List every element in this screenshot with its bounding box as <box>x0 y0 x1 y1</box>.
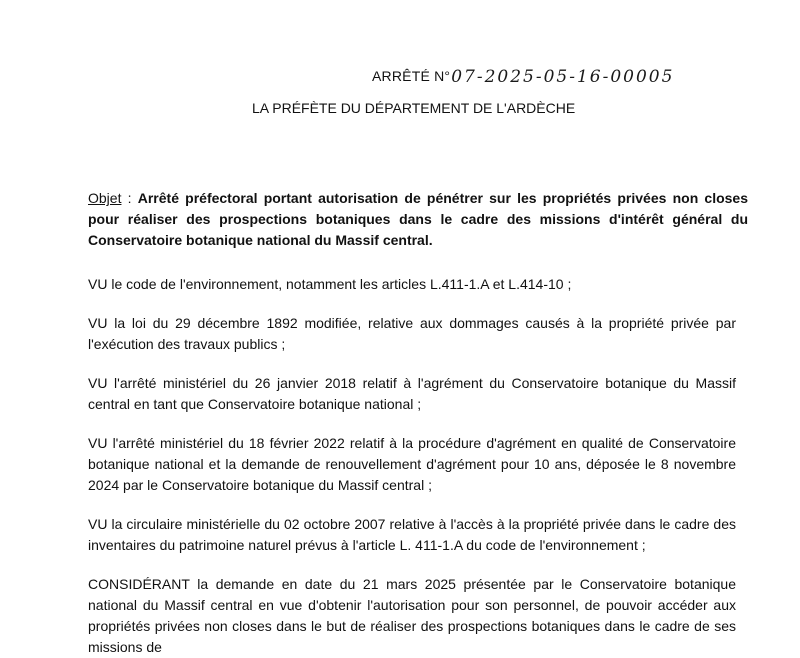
arrete-number <box>372 66 674 86</box>
objet-block <box>88 188 748 251</box>
objet-separator: : <box>121 190 138 206</box>
considerations <box>88 274 736 658</box>
paragraph-vu-arrete-2018: VU l'arrêté ministériel du 26 janvier 2018 relatif à l'agrément du Conservatoire botanique du Massif central en tant que Conservatoire botanique national ; <box>88 375 736 412</box>
objet-text: Arrêté préfectoral portant autorisation de pénétrer sur les propriétés privées non closes pour réaliser des prospections botaniques dans le cadre des missions d'intérêt général du Conservatoire botanique national du Massif central. <box>88 190 749 248</box>
prefect-title: LA PRÉFÈTE DU DÉPARTEMENT DE L'ARDÈCHE <box>252 100 576 116</box>
arrete-prefix: ARRÊTÉ N° <box>372 68 451 84</box>
paragraph-vu-loi-1892: VU la loi du 29 décembre 1892 modifiée, relative aux dommages causés à la propriété privée par l'exécution des travaux publics ; <box>88 315 736 352</box>
paragraph-vu-circulaire-2007: VU la circulaire ministérielle du 02 octobre 2007 relative à l'accès à la propriété privée dans le cadre des inventaires du patrimoine naturel prévus à l'article L. 411-1.A du code de l'environnement ; <box>88 516 736 553</box>
paragraph-vu-code-environnement: VU le code de l'environnement, notamment les articles L.411-1.A et L.414-10 ; <box>88 276 572 292</box>
objet-label: Objet <box>88 190 122 206</box>
paragraph-vu-arrete-2022: VU l'arrêté ministériel du 18 février 2022 relatif à la procédure d'agrément en qualité de Conservatoire botanique national et la demande de renouvellement d'agrément pour 10 ans, déposée le 8 novembre 2024 par le Conservatoire botanique du Massif central ; <box>88 435 736 493</box>
paragraph-considerant: CONSIDÉRANT la demande en date du 21 mars 2025 présentée par le Conservatoire botanique national du Massif central en vue d'obtenir l'autorisation pour son personnel, de pouvoir accéder aux propriétés privées non closes dans le but de réaliser des prospections botaniques dans le cadre de ses missions de <box>88 576 736 655</box>
arrete-number-handwritten: 07-2025-05-16-00005 <box>451 67 675 87</box>
